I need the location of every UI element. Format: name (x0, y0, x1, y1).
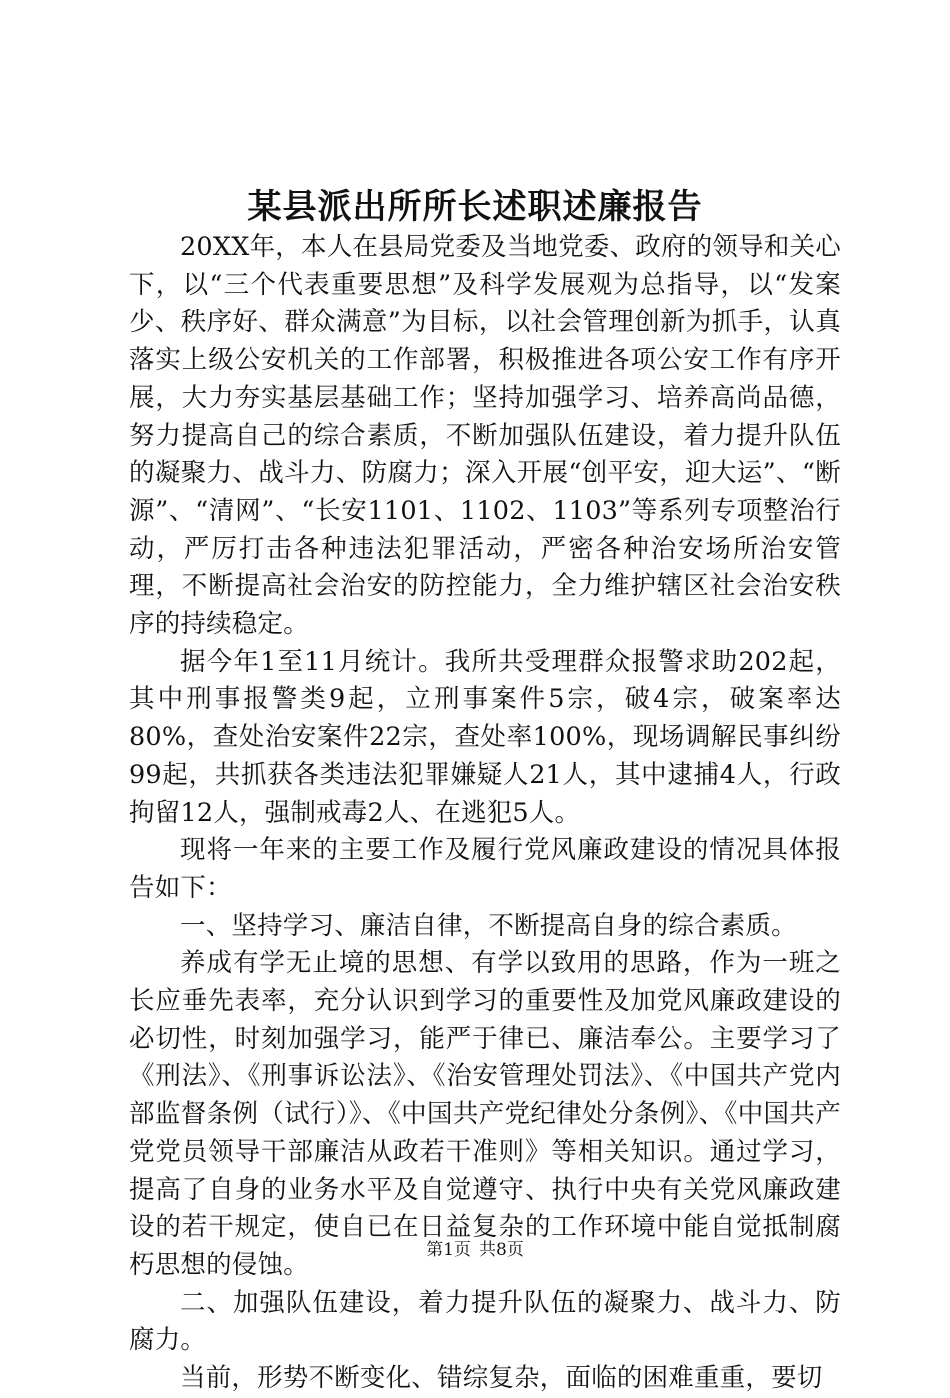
document-body (129, 229, 841, 1398)
document-title: 某县派出所所长述职述廉报告 (247, 187, 703, 227)
page-total: 共8页 (479, 1240, 524, 1260)
section-heading-1: 一、坚持学习、廉洁自律，不断提高自身的综合素质。 (180, 910, 797, 941)
paragraph-intro: 20XX年，本人在县局党委及当地党委、政府的领导和关心下，以“三个代表重要思想”及科学发展观为总指导，以“发案少、秩序好、群众满意”为目标，以社会管理创新为抓手，认真落实上级公安机关的工作部署，积极推进各项公安工作有序开展，大力夯实基层基础工作；坚持加强学习、培养高尚品德，努力提高自己的综合素质，不断加强队伍建设，着力提升队伍的凝聚力、战斗力、防腐力；深入开展“创平安，迎大运”、“断源”、“清网”、“长安1101、1102、1103”等系列专项整治行动，严厉打击各种违法犯罪活动，严密各种治安场所治安管理，不断提高社会治安的防控能力，全力维护辖区社会治安秩序的持续稳定。 (129, 232, 841, 640)
paragraph-statistics: 据今年1至11月统计。我所共受理群众报警求助202起，其中刑事报警类9起，立刑事案件5宗，破4宗，破案率达80%，查处治安案件22宗，查处率100%，现场调解民事纠纷99起，共抓获各类违法犯罪嫌疑人21人，其中逮捕4人，行政拘留12人，强制戒毒2人、在逃犯5人。 (129, 646, 841, 828)
paragraph-current: 当前，形势不断变化、错综复杂，面临的困难重重，要切 (180, 1363, 823, 1394)
section-heading-2: 二、加强队伍建设，着力提升队伍的凝聚力、战斗力、防腐力。 (129, 1287, 841, 1356)
page-number: 第1页 (426, 1240, 471, 1260)
page-footer (0, 1238, 950, 1262)
paragraph-study: 养成有学无止境的思想、有学以致用的思路，作为一班之长应垂先表率，充分认识到学习的重要性及加党风廉政建设的必切性，时刻加强学习，能严于律已、廉洁奉公。主要学习了《刑法》、《刑事诉讼法》、《治安管理处罚法》、《中国共产党内部监督条例（试行）》、《中国共产党纪律处分条例》、《中国共产党党员领导干部廉洁从政若干准则》等相关知识。通过学习，提高了自身的业务水平及自觉遵守、执行中央有关党风廉政建设的若干规定，使自已在日益复杂的工作环境中能自觉抵制腐朽思想的侵蚀。 (129, 948, 841, 1280)
paragraph-report-intro: 现将一年来的主要工作及履行党风廉政建设的情况具体报告如下： (129, 835, 841, 903)
